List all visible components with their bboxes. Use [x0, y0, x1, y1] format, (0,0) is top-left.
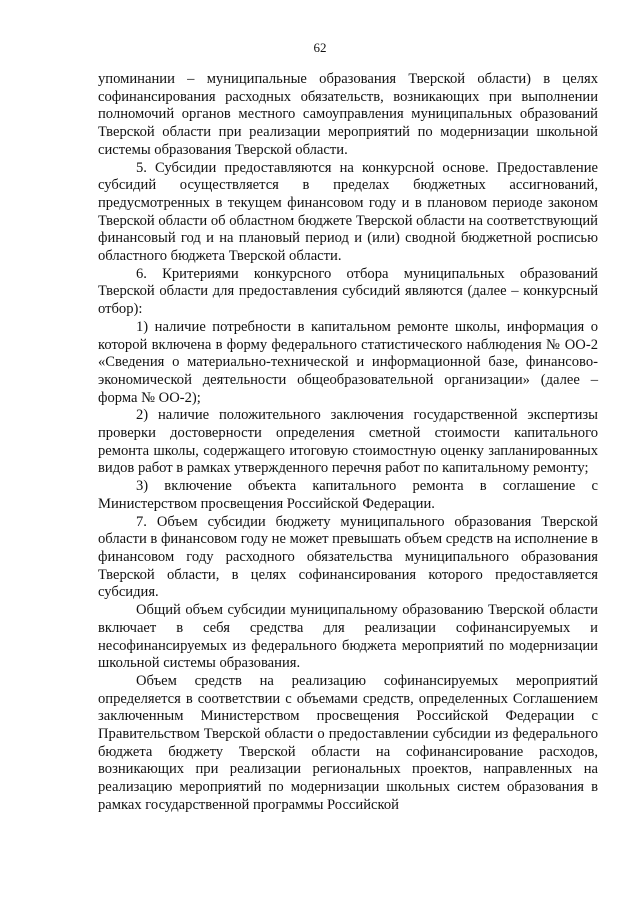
paragraph-item-5: 5. Субсидии предоставляются на конкурсной основе. Предоставление субсидий осуществляется в пределах бюджетных ассигнований, предусмотренных в текущем финансовом году и в плановом периоде законом Тверской области об областном бюджете Тверской области на соответствующий финансовый год и на плановый период и (или) сводной бюджетной росписью областного бюджета Тверской области. [98, 159, 598, 265]
paragraph-criterion-2: 2) наличие положительного заключения государственной экспертизы проверки достоверности определения сметной стоимости капитального ремонта школы, содержащего итоговую стоимостную оценку запланированных видов работ в рамках утвержденного перечня работ по капитальному ремонту; [98, 407, 598, 477]
paragraph-cofinanced-volume: Объем средств на реализацию софинансируемых мероприятий определяется в соответствии с объемами средств, определенных Соглашением заключенным Министерством просвещения Российской Федерации с Правительством Тверской области о предоставлении субсидии из федерального бюджета бюджету Тверской области на софинансирование расходов, возникающих при реализации региональных проектов, направленных на реализацию мероприятий по модернизации школьных систем образования в рамках государственной программы Российской [98, 672, 598, 813]
paragraph-criterion-1: 1) наличие потребности в капитальном ремонте школы, информация о которой включена в форму федерального статистического наблюдения № ОО-2 «Сведения о материально-технической и информационной базе, финансово-экономической деятельности общеобразовательной организации» (далее – форма № ОО-2); [98, 318, 598, 406]
paragraph-item-6: 6. Критериями конкурсного отбора муниципальных образований Тверской области для предоставления субсидий являются (далее – конкурсный отбор): [98, 265, 598, 318]
page-number: 62 [313, 40, 327, 55]
document-body [98, 71, 598, 815]
paragraph-item-7: 7. Объем субсидии бюджету муниципального образования Тверской области в финансовом году не может превышать объем средств на исполнение в финансовом году расходного обязательства муниципального образования Тверской области, в целях софинансирования которого предоставляется субсидия. [98, 513, 598, 601]
paragraph-total-volume: Общий объем субсидии муниципальному образованию Тверской области включает в себя средства для реализации софинансируемых и несофинансируемых из федерального бюджета мероприятий по модернизации школьной системы образования. [98, 602, 598, 672]
paragraph-criterion-3: 3) включение объекта капитального ремонта в соглашение с Министерством просвещения Российской Федерации. [98, 478, 598, 512]
paragraph-intro: упоминании – муниципальные образования Тверской области) в целях софинансирования расходных обязательств, возникающих при выполнении полномочий органов местного самоуправления муниципальных образований Тверской области при реализации мероприятий по модернизации школьной системы образования Тверской области. [98, 71, 598, 158]
